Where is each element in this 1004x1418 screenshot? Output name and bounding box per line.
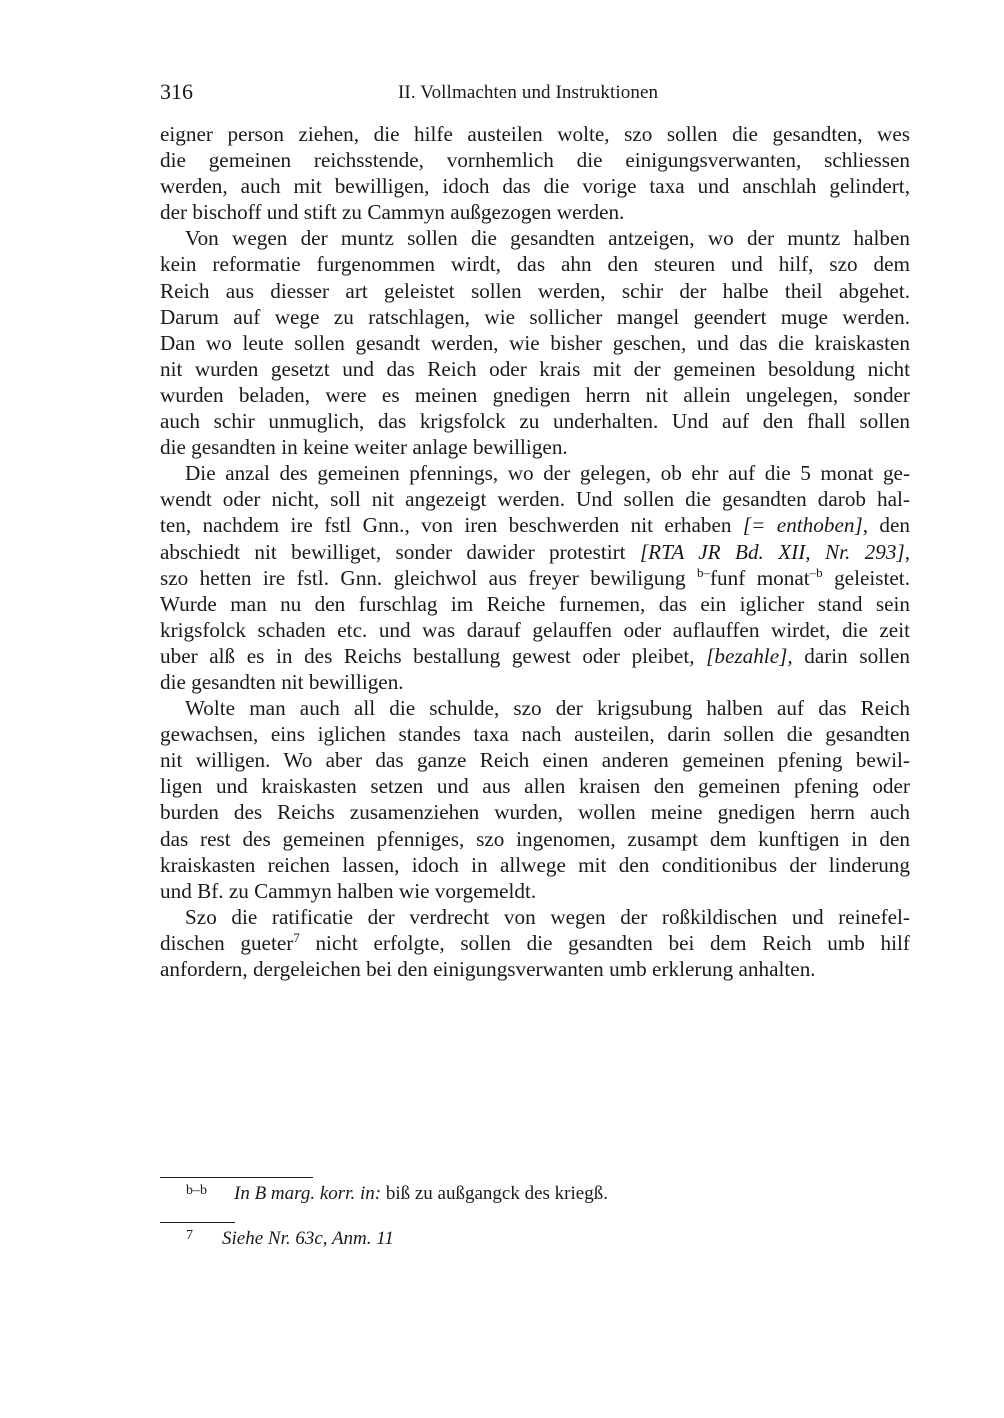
footnote-marker: 7 [293, 929, 300, 945]
text-line: anfordern, dergeleichen bei den einigungsverwanten umb erklerung anhalten. [160, 957, 816, 981]
footnote-separator [160, 1222, 235, 1223]
text-line: Wurde man nu den furschlag im Reiche furnemen, das ein iglicher stand sein [160, 591, 910, 616]
text-line: Darum auf wege zu ratschlagen, wie sollicher mangel geendert muge werden. [160, 304, 910, 329]
text-line: Dan wo leute sollen gesandt werden, wie bisher geschen, und das die kraiskasten [160, 330, 910, 355]
text-line: eigner person ziehen, die hilfe austeilen wolte, szo sollen die gesandten, wes [160, 122, 910, 146]
paragraph-first-line: Die anzal des gemeinen pfennings, wo der gelegen, ob ehr auf die 5 monat ge- [185, 461, 910, 486]
text-line: nit willigen. Wo aber das ganze Reich einen anderen gemeinen pfening bewil- [160, 748, 910, 773]
text-line: nit wurden gesetzt und das Reich oder krais mit der gemeinen besoldung nicht [160, 356, 910, 381]
text-line: szo hetten ire fstl. Gnn. gleichwol aus freyer bewiligung $^{b-}$funf monat$^{-b}$ geleistet. [160, 564, 910, 590]
text-line: abschiedt nit bewilliget, sonder dawider protestirt [RTA JR Bd. XII, Nr. 293], [160, 539, 910, 564]
text-line: das rest des gemeinen pfenniges, szo ingenomen, zusampt dem kunftigen in den [160, 826, 910, 851]
text-line: die gesandten in keine weiter anlage bewilligen. [160, 435, 568, 460]
footnote-mark: 7 [186, 1228, 193, 1243]
text-line: gewachsen, eins iglichen standes taxa nach austeilen, darin sollen die gesandten [160, 722, 910, 747]
footnote-italic-text: Siehe Nr. 63c, Anm. 11 [222, 1228, 394, 1249]
text-line: uber alß es in des Reichs bestallung gewest oder pleibet, [bezahle], darin sollen [160, 643, 910, 668]
paragraph-first-line: Szo die ratificatie der verdrecht von wegen der roßkildischen und reinefel- [185, 904, 910, 929]
running-header-title: II. Vollmachten und Instruktionen [398, 82, 659, 103]
page-number: 316 [160, 79, 193, 104]
text-line: burden des Reichs zusamenziehen wurden, wollen meine gnedigen herrn auch [160, 800, 910, 825]
footnote-italic-text: In B marg. korr. in: [234, 1183, 382, 1204]
text-line: kraiskasten reichen lassen, idoch in allwege mit den conditionibus der linderung [160, 852, 910, 877]
paragraph-first-line: Wolte man auch all die schulde, szo der krigsubung halben auf das Reich [185, 696, 910, 721]
footnote-marker-open: b– [696, 564, 710, 580]
text-line: Reich aus diesser art geleistet sollen werden, schir der halbe theil abgehet. [160, 278, 910, 303]
text-line: ten, nachdem ire fstl Gnn., von iren beschwerden nit erhaben [= enthoben], den [160, 513, 911, 538]
text-line: dischen gueter$^7$ nicht erfolgte, sollen die gesandten bei dem Reich umb hilf [160, 929, 910, 955]
paragraph-first-line: Von wegen der muntz sollen die gesandten antzeigen, wo der muntz halben [185, 226, 910, 251]
text-line: ligen und kraiskasten setzen und aus allen kraisen den gemeinen pfening oder [160, 774, 910, 799]
text-line: wendt oder nicht, soll nit angezeigt werden. Und sollen die gesandten darob hal- [160, 487, 910, 512]
editorial-insertion: [bezahle], [706, 643, 793, 668]
footnote-marker-close: –b [809, 564, 823, 580]
text-line: der bischoff und stift zu Cammyn außgezogen werden. [160, 200, 625, 225]
editorial-insertion: [= enthoben] [742, 513, 863, 538]
text-line: wurden beladen, were es meinen gnedigen herrn nit allein ungelegen, sonder [160, 382, 910, 407]
footnote-mark: b–b [186, 1183, 207, 1198]
footnote-separator [160, 1177, 313, 1178]
text-line: und Bf. zu Cammyn halben wie vorgemeldt. [160, 878, 537, 903]
footnote [160, 1227, 910, 1253]
text-line: kein reformatie furgenommen wirdt, das ahn den steuren und hilf, szo dem [160, 252, 910, 277]
text-line: die gesandten nit bewilligen. [160, 669, 404, 694]
text-line: werden, auch mit bewilligen, idoch das die vorige taxa und anschlah gelindert, [160, 174, 910, 199]
editorial-reference: [RTA JR Bd. XII, Nr. 293] [639, 539, 905, 564]
text-line: die gemeinen reichsstende, vornhemlich die einigungsverwanten, schliessen [160, 148, 910, 173]
footnote [160, 1182, 910, 1208]
text-line: auch schir unmuglich, das krigsfolck zu underhalten. Und auf den fhall sollen [160, 409, 910, 434]
text-line: krigsfolck schaden etc. und was darauf gelauffen oder auflauffen wirdet, die zeit [160, 617, 910, 642]
main-text [160, 121, 910, 982]
footnote-text: biß zu außgangck des kriegß. [381, 1183, 608, 1204]
